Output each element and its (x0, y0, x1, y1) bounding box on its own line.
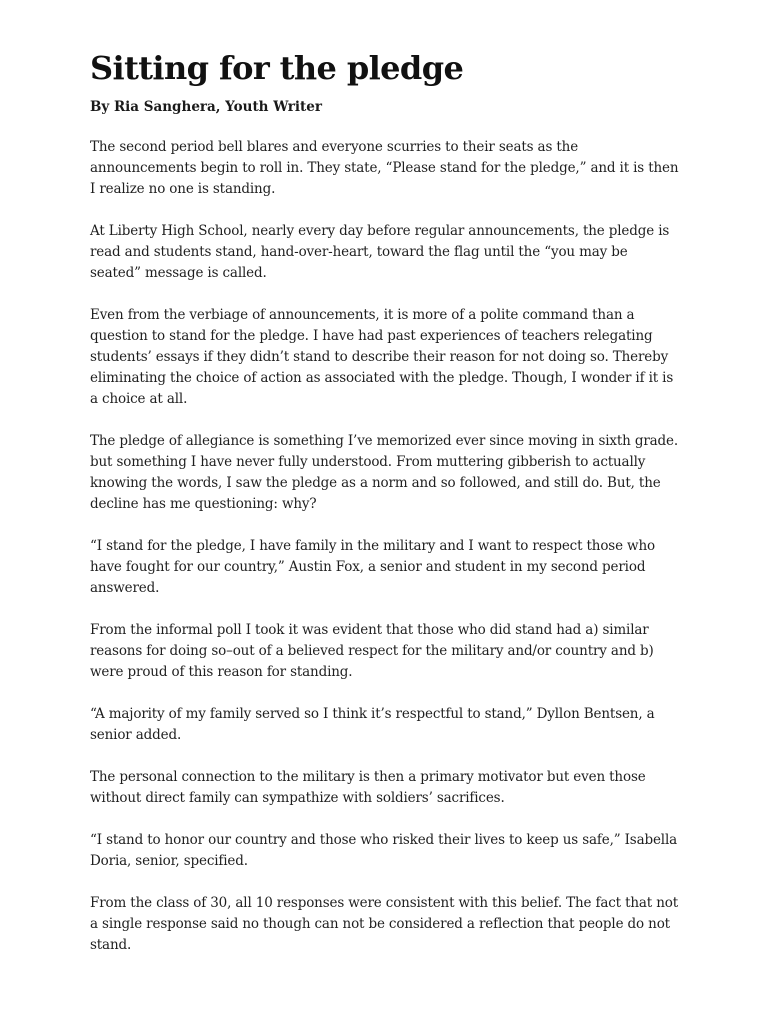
paragraph: Even from the verbiage of announcements, it is more of a polite command than a question to stand for the pledge. I have had past experiences of teachers relegating students’ essays if they didn’t stand to describe their reason for not doing so. Thereby eliminating the choice of action as associated with the pledge. Though, I wonder if it is a choice at all. (90, 307, 674, 407)
paragraph: The pledge of allegiance is something I’ve memorized ever since moving in sixth grade. but something I have never fully understood. From muttering gibberish to actually knowing the words, I saw the pledge as a norm and so followed, and still do. But, the decline has me questioning: why? (90, 433, 679, 512)
paragraph: From the informal poll I took it was evident that those who did stand had a) similar reasons for doing so–out of a believed respect for the military and/or country and b) were proud of this reason for standing. (90, 622, 654, 680)
paragraph: “I stand for the pledge, I have family in the military and I want to respect those who have fought for our country,” Austin Fox, a senior and student in my second period answered. (90, 538, 655, 596)
paragraph: At Liberty High School, nearly every day before regular announcements, the pledge is read and students stand, hand-over-heart, toward the flag until the “you may be seated” message is called. (90, 223, 670, 281)
article-body (90, 137, 682, 956)
paragraph: “I stand to honor our country and those who risked their lives to keep us safe,” Isabella Doria, senior, specified. (90, 832, 678, 869)
article-byline: By Ria Sanghera, Youth Writer (90, 99, 322, 115)
paragraph: The second period bell blares and everyone scurries to their seats as the announcements begin to roll in. They state, “Please stand for the pledge,” and it is then I realize no one is standing. (90, 139, 679, 197)
paragraph: “A majority of my family served so I think it’s respectful to stand,” Dyllon Bentsen, a senior added. (90, 706, 655, 743)
paragraph: The personal connection to the military is then a primary motivator but even those without direct family can sympathize with soldiers’ sacrifices. (90, 769, 646, 806)
article-title: Sitting for the pledge (90, 49, 464, 87)
article (90, 44, 682, 977)
paragraph: From the class of 30, all 10 responses were consistent with this belief. The fact that not a single response said no though can not be considered a reflection that people do not stand. (90, 895, 678, 953)
